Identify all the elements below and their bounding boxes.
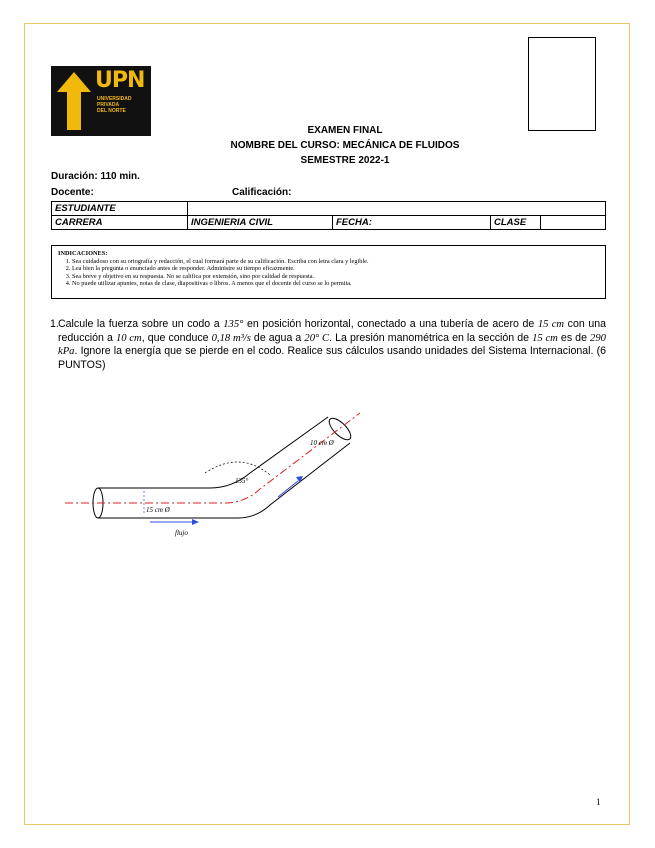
semester: SEMESTRE 2022-1: [300, 155, 390, 166]
instruction-item: 4. No puede utilizar apuntes, notas de clase, diapositivas o libros. A menos que el docente del curso se lo permita.: [72, 280, 599, 288]
course-name: NOMBRE DEL CURSO: MECÁNICA DE FLUIDOS: [230, 140, 460, 151]
instruction-item: 2. Lea bien la pregunta o enunciado antes de responder. Administre su tiempo eficazmente.: [72, 265, 599, 273]
instructions-box: [51, 245, 606, 299]
career-value: INGENIERIA CIVIL: [188, 216, 333, 230]
date-label: FECHA:: [333, 216, 491, 230]
exam-title: EXAMEN FINAL: [307, 125, 383, 136]
student-info-table: [51, 201, 606, 230]
page-number: 1: [596, 797, 601, 807]
question-1: 1. Calcule la fuerza sobre un codo a 135° en posición horizontal, conectado a una tubería de acero de 15 cm con una reducción a 10 cm, que conduce 0,18 m³/s de agua a 20° C. La presión manométrica en la sección de 15 cm es de 290 kPa. Ignore la energía que se pierde en el codo. Realice sus cálculos usando unidades del Sistema Internacional. (6 PUNTOS): [50, 318, 607, 371]
diameter-15-label: 15 cm Ø: [146, 506, 170, 514]
instructions-title: INDICACIONES:: [58, 250, 108, 257]
student-label: ESTUDIANTE: [52, 202, 188, 216]
instruction-item: 1. Sea cuidadoso con su ortografía y redacción, el cual formará parte de su calificación. Escriba con letra clara y legible.: [72, 258, 599, 266]
angle-label: 135°: [235, 477, 249, 485]
instruction-item: 3. Sea breve y objetivo en su respuesta. No se califica por extensión, sino por calidad de respuesta.: [72, 273, 599, 281]
pipe-elbow-diagram: [60, 405, 380, 555]
question-number: 1.: [50, 318, 59, 330]
class-label: CLASE: [491, 216, 541, 230]
grade-box: [528, 37, 596, 131]
career-label: CARRERA: [52, 216, 188, 230]
grade-label: Calificación:: [232, 187, 292, 198]
logo-subtext: UNIVERSIDAD PRIVADA DEL NORTE: [97, 96, 132, 114]
student-field[interactable]: [188, 202, 606, 216]
flow-arrow-icon: [192, 519, 199, 525]
arrow-up-icon: [57, 72, 91, 130]
university-logo: [51, 66, 151, 136]
flow-label: flujo: [175, 529, 188, 537]
duration-label: Duración: 110 min.: [51, 171, 140, 182]
teacher-label: Docente:: [51, 187, 94, 198]
class-field[interactable]: [541, 216, 606, 230]
logo-text: UPN: [95, 68, 145, 93]
diameter-10-label: 10 cm Ø: [310, 439, 334, 447]
